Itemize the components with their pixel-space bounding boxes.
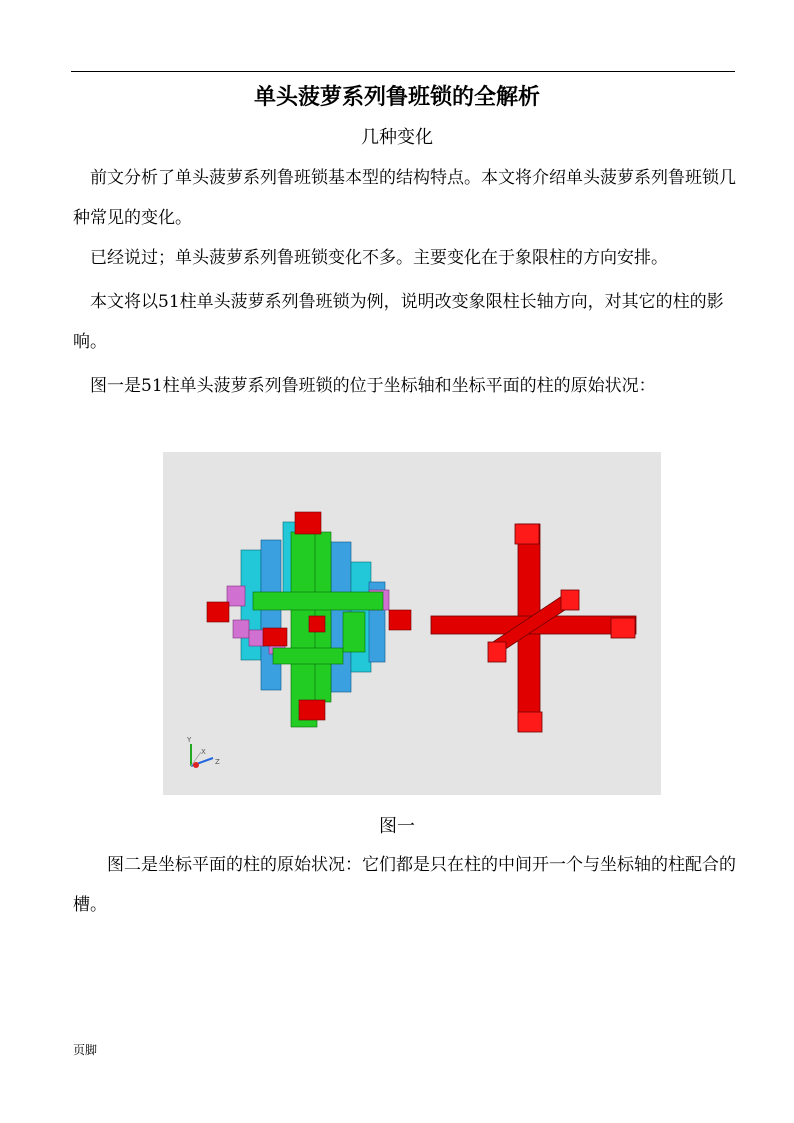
paragraph-5: 图二是坐标平面的柱的原始状况：它们都是只在柱的中间开一个与坐标轴的柱配合的槽。 [73,855,736,915]
axis-triad-icon [186,736,220,768]
document-title: 单头菠萝系列鲁班锁的全解析 [253,85,540,110]
header-rule [71,71,735,72]
paragraph-2: 已经说过；单头菠萝系列鲁班锁变化不多。主要变化在于象限柱的方向安排。 [73,248,668,268]
assembled-lock [207,512,411,727]
axis-label-z: Z [215,758,220,766]
paragraph-3: 本文将以51柱单头菠萝系列鲁班锁为例，说明改变象限柱长轴方向，对其它的柱的影响。 [73,292,724,352]
paragraph-1: 前文分析了单头菠萝系列鲁班锁基本型的结构特点。本文将介绍单头菠萝系列鲁班锁几种常见的变化。 [73,168,736,228]
axis-bars-cross [431,524,636,732]
document-subtitle: 几种变化 [361,127,433,148]
paragraph-4: 图一是51柱单头菠萝系列鲁班锁的位于坐标轴和坐标平面的柱的原始状况： [73,376,656,396]
figure-caption: 图一 [379,816,415,837]
figure-1-image [163,452,661,795]
page-footer: 页脚 [73,1043,98,1057]
axis-label-x: X [201,748,206,756]
luban-lock-render [163,452,661,795]
axis-label-y: Y [187,736,192,744]
